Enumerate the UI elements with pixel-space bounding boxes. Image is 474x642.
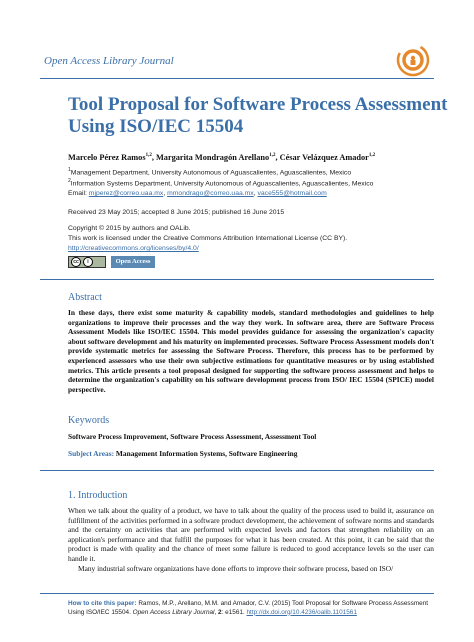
citation-block xyxy=(68,600,438,617)
citation-doi-link[interactable]: http://dx.doi.org/10.4236/oalib.1101561 xyxy=(246,608,357,616)
affiliation-2-number: 2 xyxy=(68,178,71,184)
citation-volume: 2 xyxy=(218,608,222,616)
footer-divider xyxy=(40,593,434,594)
copyright-notice: Copyright © 2015 by authors and OALib. xyxy=(68,225,191,232)
cc-by-badge[interactable] xyxy=(68,256,106,268)
email-separator-1: , xyxy=(163,190,168,197)
header-divider xyxy=(40,78,434,79)
author-3-affil: 1,2 xyxy=(368,153,376,159)
citation-journal: Open Access Library Journal xyxy=(132,608,215,616)
citation-text-3: : e1561. xyxy=(221,608,247,616)
author-list xyxy=(68,153,375,162)
intro-paragraph-1: When we talk about the quality of a product, we have to talk about the quality of the process used to build it, assurance on fulfillment of the activities performed in a software product development, the achievement of software norms and standards and the certainty on activities that are performed with expected levels and factors that strengthen reliability on an application's performance and that fulfill the purposes for what it has been created. At this point, it can be said that the product is made with quality and the chance of meet some failure is reduced to good acceptance levels so the user can handle it. xyxy=(68,506,434,563)
author-2-affil: 1,2 xyxy=(269,153,276,159)
author-2: , Margarita Mondragón Arellano xyxy=(151,153,270,162)
open-access-badge[interactable]: Open Access xyxy=(111,256,155,268)
intro-divider xyxy=(40,470,434,471)
citation-label: How to cite this paper: xyxy=(68,600,139,607)
abstract-text: In these days, there exist some maturity & capability models, standard methodologies and guidelines to help organizations to improve their processes and the way they work. In software area, there are Software Process Assessment Models like ISO/IEC 15504. This model provides guidance for assessing the organization's capacity about software development and his maturity on implemented processes. Software Process Assessment models don't provide systematic metrics for assessing the Software Process. Therefore, this process has to be performed by experienced assessors who use their own subjective estimations for quantitative measures or by using established metrics. This article presents a tool proposal designed for supporting the software process assessment and helps to determine the organization's capability on his software development process from ISO/ IEC 15504 (SPICE) model perspective. xyxy=(68,308,434,394)
keywords-text: Software Process Improvement, Software Process Assessment, Assessment Tool xyxy=(68,432,317,441)
email-link-1[interactable]: mjperez@correo.uaa.mx xyxy=(88,190,164,197)
subject-areas-value: Management Information Systems, Software Engineering xyxy=(115,449,298,458)
affiliation-2 xyxy=(68,178,373,187)
journal-name: Open Access Library Journal xyxy=(44,55,174,67)
affiliation-1 xyxy=(68,167,351,176)
email-link-3[interactable]: vace555@hotmail.com xyxy=(257,190,327,197)
by-icon: i xyxy=(83,257,93,267)
publication-dates: Received 23 May 2015; accepted 8 June 2015; published 16 June 2015 xyxy=(68,209,285,216)
author-3: , César Velázquez Amador xyxy=(275,153,369,162)
affiliation-1-text: Management Department, University Autonomous of Aguascalientes, Aguascalientes, Mexico xyxy=(70,169,352,177)
introduction-heading: 1. Introduction xyxy=(68,490,128,501)
cc-icon: cc xyxy=(71,257,81,267)
subject-areas xyxy=(68,449,297,458)
citation-text-2: , xyxy=(214,608,219,616)
email-label: Email: xyxy=(68,190,89,197)
paper-title: Tool Proposal for Software Process Assessment Using ISO/IEC 15504 xyxy=(68,94,448,137)
introduction-body xyxy=(68,506,434,573)
citation-text-1: Ramos, M.P., Arellano, M.M. and Amador, C.V. (2015) Tool Proposal for Software Process Assessment Using ISO/IEC 15504. xyxy=(68,600,429,616)
abstract-divider xyxy=(40,279,434,280)
email-line xyxy=(68,190,327,197)
intro-paragraph-2: Many industrial software organizations have done efforts to improve their software process, based on ISO/ xyxy=(78,563,394,573)
email-link-2[interactable]: mmondrago@correo.uaa.mx xyxy=(167,190,254,197)
keywords-heading: Keywords xyxy=(68,415,110,426)
affiliation-2-text: Information Systems Department, University Autonomous of Aguascalientes, Aguascalientes, Mexico xyxy=(70,180,374,188)
author-1: Marcelo Pérez Ramos xyxy=(68,153,146,162)
email-separator-2: , xyxy=(253,190,258,197)
oalib-logo xyxy=(395,42,431,78)
affiliation-1-number: 1 xyxy=(68,167,71,173)
author-1-affil: 1,2 xyxy=(145,153,152,159)
license-link[interactable]: http://creativecommons.org/licenses/by/4.0/ xyxy=(68,245,199,252)
subject-areas-label: Subject Areas: xyxy=(68,449,116,458)
license-notice: This work is licensed under the Creative Commons Attribution International License (CC BY). xyxy=(68,235,348,242)
abstract-heading: Abstract xyxy=(68,292,102,303)
